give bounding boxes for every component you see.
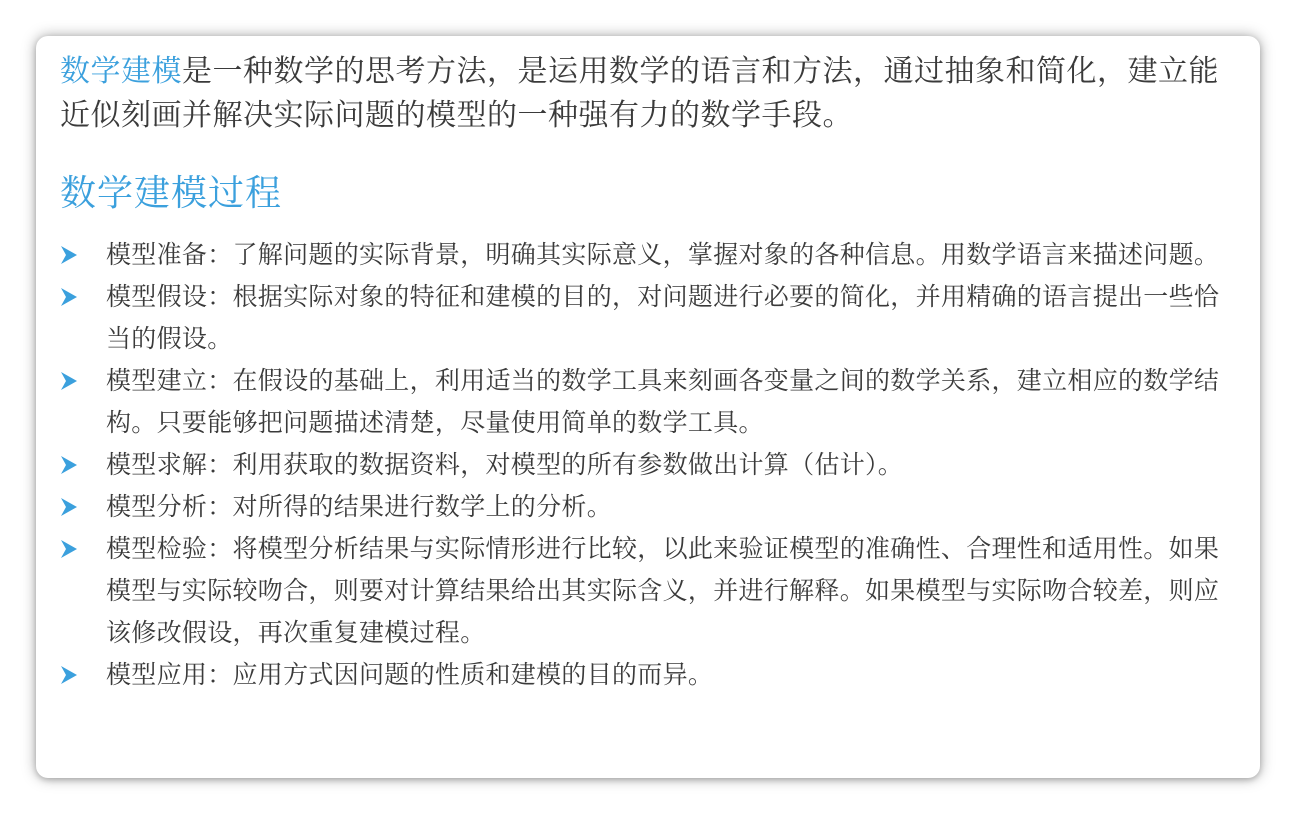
step-text: 模型应用：应用方式因问题的性质和建模的目的而异。 <box>106 660 714 689</box>
arrow-bullet-icon <box>60 539 78 559</box>
arrow-bullet-icon <box>60 497 78 517</box>
list-item <box>60 528 1236 654</box>
intro-term: 数学建模 <box>60 54 182 89</box>
steps-list <box>60 234 1236 696</box>
intro-paragraph <box>60 50 1236 138</box>
intro-text: 是一种数学的思考方法，是运用数学的语言和方法，通过抽象和简化，建立能近似刻画并解决实际问题的模型的一种强有力的数学手段。 <box>60 54 1219 133</box>
list-item <box>60 486 1236 528</box>
arrow-bullet-icon <box>60 455 78 475</box>
arrow-bullet-icon <box>60 371 78 391</box>
step-text: 模型检验：将模型分析结果与实际情形进行比较，以此来验证模型的准确性、合理性和适用性。如果模型与实际较吻合，则要对计算结果给出其实际含义，并进行解释。如果模型与实际吻合较差，则应该修改假设，再次重复建模过程。 <box>106 534 1220 647</box>
list-item <box>60 360 1236 444</box>
arrow-bullet-icon <box>60 665 78 685</box>
step-text: 模型准备：了解问题的实际背景，明确其实际意义，掌握对象的各种信息。用数学语言来描述问题。 <box>106 240 1220 269</box>
arrow-bullet-icon <box>60 287 78 307</box>
list-item <box>60 276 1236 360</box>
step-text: 模型分析：对所得的结果进行数学上的分析。 <box>106 492 613 521</box>
document-card <box>36 36 1260 778</box>
section-title: 数学建模过程 <box>60 173 283 214</box>
step-text: 模型建立：在假设的基础上，利用适当的数学工具来刻画各变量之间的数学关系，建立相应的数学结构。只要能够把问题描述清楚，尽量使用简单的数学工具。 <box>106 366 1220 437</box>
step-text: 模型假设：根据实际对象的特征和建模的目的，对问题进行必要的简化，并用精确的语言提出一些恰当的假设。 <box>106 282 1220 353</box>
list-item <box>60 234 1236 276</box>
list-item <box>60 654 1236 696</box>
list-item <box>60 444 1236 486</box>
arrow-bullet-icon <box>60 245 78 265</box>
step-text: 模型求解：利用获取的数据资料，对模型的所有参数做出计算（估计）。 <box>106 450 904 479</box>
